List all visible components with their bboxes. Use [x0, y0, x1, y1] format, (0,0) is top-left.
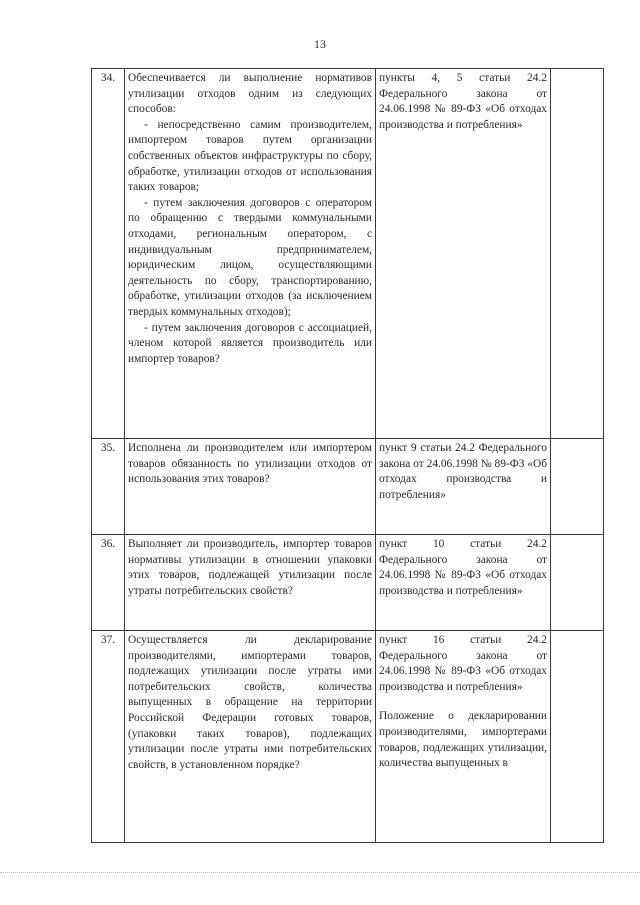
table-row	[92, 69, 604, 439]
row-number: 34.	[92, 69, 125, 439]
law-reference: пункт 16 статьи 24.2 Федерального закона от 24.06.1998 № 89-ФЗ «Об отходах производства и потребления»	[379, 634, 547, 693]
question-intro: Обеспечивается ли выполнение нормативов утилизации отходов одним из следующих способов:	[128, 72, 372, 116]
answer-cell	[551, 631, 604, 843]
question-cell	[125, 69, 376, 439]
question-cell	[125, 535, 376, 631]
question-intro: Исполнена ли производителем или импортером товаров обязанность по утилизации отходов от использования этих товаров?	[128, 442, 372, 486]
answer-cell	[551, 535, 604, 631]
law-reference: пункт 10 статьи 24.2 Федерального закона от 24.06.1998 № 89-ФЗ «Об отходах производства и потребления»	[379, 538, 547, 597]
law-reference-extra: Положение о декларировании производителями, импортерами товаров, подлежащих утилизации, количества выпущенных в	[379, 710, 547, 770]
table-row	[92, 439, 604, 535]
answer-cell	[551, 439, 604, 535]
question-cell	[125, 439, 376, 535]
row-number: 35.	[92, 439, 125, 535]
question-cell	[125, 631, 376, 843]
law-reference-cell	[376, 69, 551, 439]
question-item: - путем заключения договоров с ассоциацией, членом которой является производитель или импортер товаров?	[128, 321, 372, 365]
law-reference: пункты 4, 5 статьи 24.2 Федерального закона от 24.06.1998 № 89-ФЗ «Об отходах производства и потребления»	[379, 72, 547, 131]
answer-cell	[551, 69, 604, 439]
scan-edge-line	[0, 872, 640, 874]
row-number: 36.	[92, 535, 125, 631]
question-item: - путем заключения договоров с оператором по обращению с твердыми коммунальными отходами, региональным оператором, с индивидуальным предпринимателем, юридическим лицом, осуществляющими деятельность по сбору, транспортированию, обработке, утилизации отходов (за исключением твердых коммунальных отходов);	[128, 196, 372, 318]
question-item: - непосредственно самим производителем, импортером товаров путем организации собственных объектов инфраструктуры по сбору, обработке, утилизации отходов от использования таких товаров;	[128, 118, 372, 194]
law-reference-cell	[376, 439, 551, 535]
question-intro: Выполняет ли производитель, импортер товаров нормативы утилизации в отношении упаковки этих товаров, подлежащей утилизации после утраты потребительских свойств?	[128, 538, 372, 597]
law-reference: пункт 9 статьи 24.2 Федерального закона от 24.06.1998 № 89-ФЗ «Об отходах производства и потребления»	[379, 442, 547, 501]
page-number: 13	[314, 37, 326, 51]
row-number: 37.	[92, 631, 125, 843]
requirements-table	[91, 68, 604, 843]
question-intro: Осуществляется ли декларирование производителями, импортерами товаров, подлежащих утилизации после утраты ими потребительских свойств, количества выпущенных в обращение на территории Российской Федерации готовых товаров, (упаковки таких товаров), подлежащих утилизации после утраты ими потребительских свойств, в установленном порядке?	[128, 634, 372, 771]
table-row	[92, 535, 604, 631]
table-row	[92, 631, 604, 843]
law-reference-cell	[376, 631, 551, 843]
law-reference-cell	[376, 535, 551, 631]
